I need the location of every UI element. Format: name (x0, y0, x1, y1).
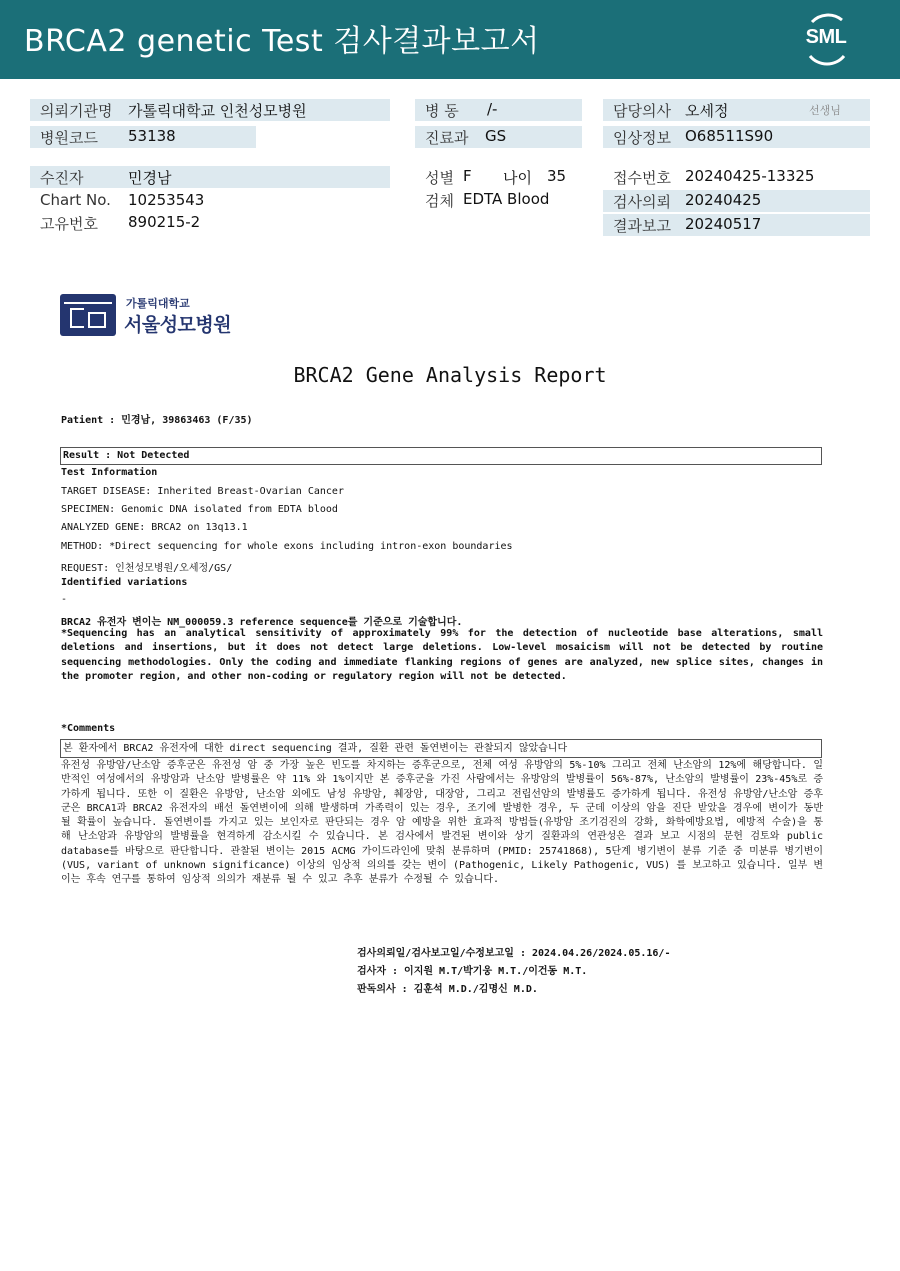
sex-value: F (463, 167, 472, 185)
hospital-value: 가톨릭대학교 인천성모병원 (128, 102, 307, 120)
report-title: BRCA2 Gene Analysis Report (293, 363, 607, 387)
comment-box: 본 환자에서 BRCA2 유전자에 대한 direct sequencing 결과, 질환 관련 돌연변이는 관찰되지 않았습니다 (60, 739, 822, 758)
hospital-logo-line2: 서울성모병원 (124, 314, 232, 336)
receipt-value: 20240425-13325 (685, 167, 815, 185)
hospital-code-field (30, 126, 256, 148)
department-value: GS (485, 127, 507, 145)
method-line: METHOD: *Direct sequencing for whole exons including intron-exon boundaries (61, 541, 513, 552)
specimen-field (415, 189, 582, 211)
chart-label: Chart No. (40, 191, 111, 209)
specimen-line: SPECIMEN: Genomic DNA isolated from EDTA blood (61, 504, 338, 515)
department-field (415, 126, 582, 148)
ward-label: 병 동 (425, 102, 459, 120)
hospital-emblem-icon (60, 294, 116, 336)
test-info-heading: Test Information (61, 467, 158, 478)
unique-id-value: 890215-2 (128, 213, 201, 231)
clinical-field (603, 126, 870, 148)
hospital-field (30, 99, 390, 121)
clinical-label: 임상정보 (613, 129, 671, 147)
age-label: 나이 (503, 169, 532, 187)
comments-heading: *Comments (61, 723, 116, 734)
result-box: Result : Not Detected (60, 447, 822, 465)
comment-body: 유전성 유방암/난소암 증후군은 유전성 암 중 가장 높은 빈도를 차지하는 증후군으로, 전체 여성 유방암의 5%-10% 그리고 전체 난소암의 12%에 해당합니다. 일반적인 여성에서의 유방암과 난소암 발병률은 약 11% 와 1%이지만 본 증후군을 가진 사람에서는 유방암의 발병률이 56%-87%, 난소암의 발병률이 23%-45%로 증가하게 됩니다. 또한 이 질환은 유방암, 난소암 외에도 남성 유방암, 췌장암, 대장암, 그리고 전립선암의 발병률도 증가하게 됩니다. 유전성 유방암/난소암 증후군은 BRCA1과 BRCA2 유전자의 배선 돌연변이에 의해 발생하며 가족력이 있는 경우, 조기에 발병한 경우, 두 군데 이상의 암을 진단 받았을 경우에 변이가 동반될 확률이 높습니다. 돌연변이를 가지고 있는 보인자로 판단되는 경우 암 예방을 위한 효과적 방법들(유방암 조기검진의 강화, 화학예방요법, 예방적 수술)을 통해 난소암과 유방암의 발병률을 현격하게 감소시킬 수 있습니다. 본 검사에서 발견된 변이와 상기 질환과의 연관성은 결과 보고 시점의 문헌 검토와 public database를 바탕으로 판단합니다. 관찰된 변이는 2015 ACMG 가이드라인에 맞춰 분류하며 (PMID: 25741868), 5단계 병기변이 분류 기준 중 미분류 병기변이 (VUS, variant of unknown significance) 이상의 임상적 의의를 갖는 변이 (Pathogenic, Likely Pathogenic, VUS) 를 보고하고 있습니다. 일부 변이는 후속 연구를 통하여 임상적 의의가 재분류 될 수 있고 추후 분류가 수정될 수 있습니다. (61, 760, 823, 886)
unique-id-label: 고유번호 (40, 215, 98, 233)
department-label: 진료과 (425, 129, 469, 147)
hospital-label: 의뢰기관명 (40, 102, 113, 120)
target-disease: TARGET DISEASE: Inherited Breast-Ovarian Cancer (61, 486, 344, 497)
patient-value: 민경남 (128, 169, 172, 187)
analyzed-gene: ANALYZED GENE: BRCA2 on 13q13.1 (61, 522, 248, 533)
clinical-value: O68511S90 (685, 127, 774, 145)
identified-heading: Identified variations (61, 577, 188, 588)
doctor-field (603, 99, 870, 121)
request-line: REQUEST: 인천성모병원/오세정/GS/ (61, 563, 233, 574)
header-bar (0, 0, 900, 79)
receipt-label: 접수번호 (613, 169, 671, 187)
receipt-field (603, 166, 870, 188)
report-date-label: 결과보고 (613, 217, 671, 235)
request-date-field (603, 190, 870, 212)
request-date-value: 20240425 (685, 191, 762, 209)
patient-line: Patient : 민경남, 39863463 (F/35) (61, 415, 253, 426)
chart-field (30, 190, 390, 212)
report-date-field (603, 214, 870, 236)
specimen-label: 검체 (425, 192, 454, 210)
hospital-logo-line1: 가톨릭대학교 (126, 297, 190, 310)
tester-line: 검사자 : 이지원 M.T/박기웅 M.T./이건동 M.T. (357, 966, 588, 977)
ward-field (415, 99, 582, 121)
specimen-value: EDTA Blood (463, 190, 550, 208)
age-value: 35 (547, 167, 567, 185)
patient-label: 수진자 (40, 169, 84, 187)
hospital-logo (60, 292, 240, 338)
request-date-label: 검사의뢰 (613, 193, 671, 211)
sensitivity-note: *Sequencing has an analytical sensitivity of approximately 99% for the detection of nucleotide base alterations, small deletions and insertions, but it does not detect large deletions. Low-level mosaicism will not be detected by routine sequencing methodologies. Only the coding and immediate flanking regions of genes are analyzed, new splice sites, changes in the promoter region, and other non-coding or regulatory region will not be detected. (61, 628, 823, 683)
hospital-code-label: 병원코드 (40, 129, 98, 147)
unique-id-field (30, 212, 390, 234)
sex-age-field (415, 166, 582, 188)
doctor-suffix: 선생님 (809, 104, 841, 117)
doctor-label: 담당의사 (613, 102, 671, 120)
reader-line: 판독의사 : 김훈석 M.D./김명신 M.D. (357, 984, 538, 995)
page-title: BRCA2 genetic Test 검사결과보고서 (24, 24, 540, 59)
chart-value: 10253543 (128, 191, 205, 209)
dates-line: 검사의뢰일/검사보고일/수정보고일 : 2024.04.26/2024.05.16/- (357, 948, 671, 959)
patient-field (30, 166, 390, 188)
hospital-code-value: 53138 (128, 127, 176, 145)
report-date-value: 20240517 (685, 215, 762, 233)
ward-value: /- (487, 100, 498, 118)
sml-logo (798, 12, 854, 66)
identified-value: - (61, 594, 68, 605)
sex-label: 성별 (425, 169, 454, 187)
reference-note: BRCA2 유전자 변이는 NM_000059.3 reference sequence를 기준으로 기술합니다. (61, 617, 463, 628)
doctor-value: 오세정 (685, 102, 729, 120)
sml-logo-text: SML (805, 26, 847, 48)
